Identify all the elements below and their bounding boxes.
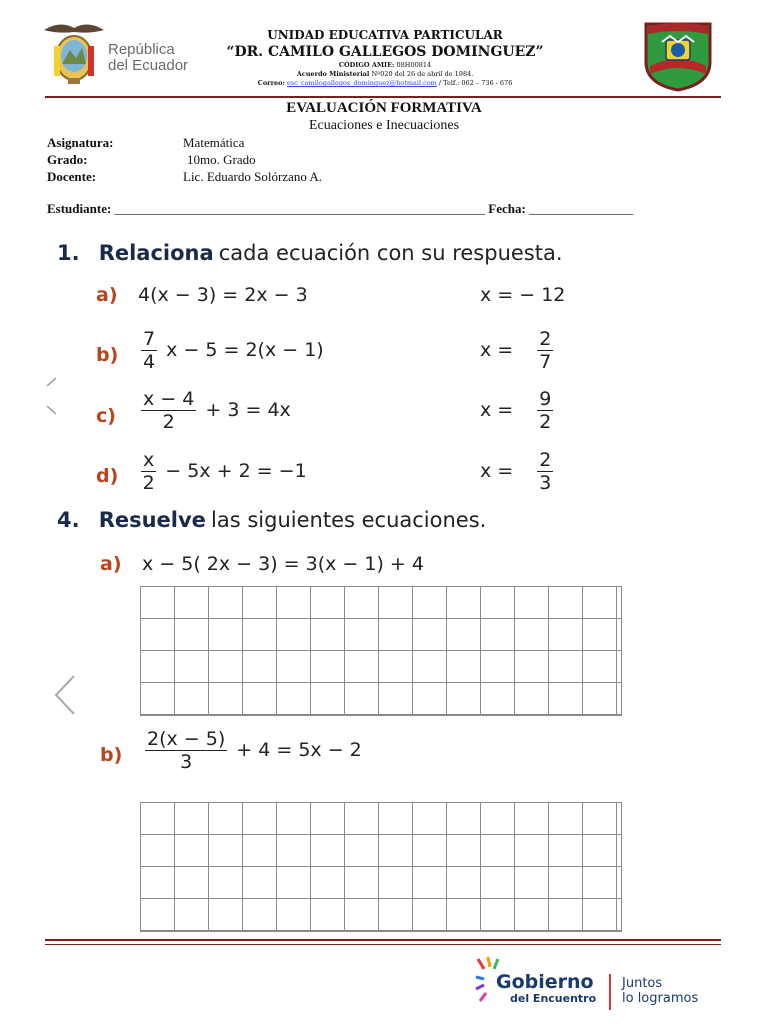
q1a-equation: 4(x − 3) = 2x − 3	[138, 284, 308, 306]
school-name: “DR. CAMILO GALLEGOS DOMINGUEZ”	[226, 44, 544, 60]
q1a-letter: a)	[96, 284, 118, 306]
q1d-ans-num: 2	[539, 449, 552, 471]
telf: / Telf.: 062 – 736 - 676	[438, 79, 513, 87]
grado-label: Grado:	[47, 152, 88, 167]
evaluation-subtitle: Ecuaciones e Inecuaciones	[308, 118, 460, 133]
q1b-equation	[138, 328, 324, 373]
q1-verb: Relaciona	[98, 241, 214, 265]
estudiante-row	[47, 201, 633, 217]
q1d-rest: − 5x + 2 = −1	[165, 460, 307, 482]
fecha-label: Fecha:	[488, 201, 526, 216]
juntos-text	[622, 976, 698, 1006]
q1d-answer	[480, 449, 556, 494]
amie-line	[220, 61, 550, 70]
country-line1: República	[108, 41, 175, 58]
q1d-ans-prefix: x =	[480, 460, 514, 482]
gobierno-word: Gobierno	[496, 971, 594, 993]
q4b-answer-grid[interactable]	[140, 802, 622, 932]
q1b-ans-prefix: x =	[480, 339, 514, 361]
footer-rule-bottom	[45, 944, 721, 945]
estudiante-field[interactable]: _________________________________________________________	[114, 201, 486, 216]
gobierno-text	[496, 972, 596, 1005]
grado-value: 10mo. Grado	[187, 152, 256, 167]
q1d-ans-fraction	[537, 449, 553, 494]
q1b-answer	[480, 328, 556, 373]
q1b-rest: x − 5 = 2(x − 1)	[166, 339, 324, 361]
school-type: UNIDAD EDUCATIVA PARTICULAR	[267, 28, 503, 42]
q1b-fraction	[141, 328, 157, 373]
q1b-letter: b)	[96, 344, 119, 366]
q4a-equation: x − 5( 2x − 3) = 3(x − 1) + 4	[142, 553, 424, 575]
correo-line	[220, 79, 550, 88]
fecha-field[interactable]: ________________	[529, 201, 634, 216]
q1d-num: x	[143, 449, 155, 471]
q1d-letter: d)	[96, 465, 119, 487]
evaluation-title: EVALUACIÓN FORMATIVA	[286, 100, 482, 116]
acuerdo-value: Nº020 del 26 de abril de 1984.	[371, 70, 474, 78]
q4b-equation	[142, 728, 362, 773]
q1c-equation	[138, 388, 291, 433]
q1b-ans-num: 2	[539, 328, 552, 350]
q1c-ans-num: 9	[539, 388, 552, 410]
q1-heading	[57, 241, 563, 265]
amie-value: 08H00814	[396, 61, 432, 69]
logramos: lo logramos	[622, 991, 699, 1006]
margin-mark-icon	[44, 376, 58, 420]
acuerdo-line	[220, 70, 550, 79]
q1a-answer: x = − 12	[480, 284, 566, 306]
correo-link[interactable]: esc_camilogallegos_dominguez@hotmail.com	[286, 79, 437, 87]
correo-label: Correo:	[257, 79, 285, 87]
ecuador-coat-of-arms	[40, 16, 108, 86]
q4b-rest: + 4 = 5x − 2	[236, 739, 362, 761]
country-name	[108, 42, 188, 74]
juntos: Juntos	[622, 976, 663, 991]
q1d-den: 2	[142, 472, 155, 494]
q1c-fraction	[141, 388, 196, 433]
footer-divider	[609, 974, 611, 1010]
q1c-num: x − 4	[143, 388, 195, 410]
asignatura-label: Asignatura:	[47, 135, 114, 150]
q4b-fraction	[145, 728, 227, 773]
q1c-ans-den: 2	[539, 411, 552, 433]
school-header	[220, 28, 550, 88]
q1d-equation	[138, 449, 307, 494]
q1b-ans-fraction	[537, 328, 553, 373]
q1b-ans-den: 7	[539, 351, 552, 373]
q1b-den: 4	[143, 351, 156, 373]
q4-heading	[57, 508, 486, 532]
q1c-rest: + 3 = 4x	[205, 399, 291, 421]
q1-text: cada ecuación con su respuesta.	[218, 241, 563, 265]
q4a-letter: a)	[100, 553, 122, 575]
q1d-fraction	[141, 449, 156, 494]
footer-rule-top	[45, 939, 721, 941]
q4b-letter: b)	[100, 744, 123, 766]
country-line2: del Ecuador	[108, 57, 189, 74]
q1c-letter: c)	[96, 405, 116, 427]
amie-label: CÓDIGO AMIE:	[338, 61, 395, 69]
q1c-ans-fraction	[537, 388, 553, 433]
acuerdo-label: Acuerdo Ministerial	[296, 70, 370, 78]
asignatura-value: Matemática	[183, 135, 245, 150]
q4-verb: Resuelve	[98, 508, 206, 532]
q4b-num: 2(x − 5)	[147, 728, 226, 750]
q1b-num: 7	[143, 328, 156, 350]
left-chevron-icon	[52, 674, 78, 720]
q1d-ans-den: 3	[539, 472, 552, 494]
q4-number: 4.	[57, 508, 80, 532]
docente-value: Lic. Eduardo Solórzano A.	[183, 169, 322, 184]
header-rule	[45, 96, 721, 98]
del-encuentro: del Encuentro	[510, 992, 597, 1005]
q4b-den: 3	[180, 751, 193, 773]
q1c-den: 2	[162, 411, 175, 433]
estudiante-label: Estudiante:	[47, 201, 112, 216]
q1c-ans-prefix: x =	[480, 399, 514, 421]
q1-number: 1.	[57, 241, 80, 265]
q1c-answer	[480, 388, 556, 433]
q4-text: las siguientes ecuaciones.	[211, 508, 487, 532]
school-logo	[640, 18, 716, 92]
docente-label: Docente:	[47, 169, 97, 184]
q4a-answer-grid[interactable]	[140, 586, 622, 716]
